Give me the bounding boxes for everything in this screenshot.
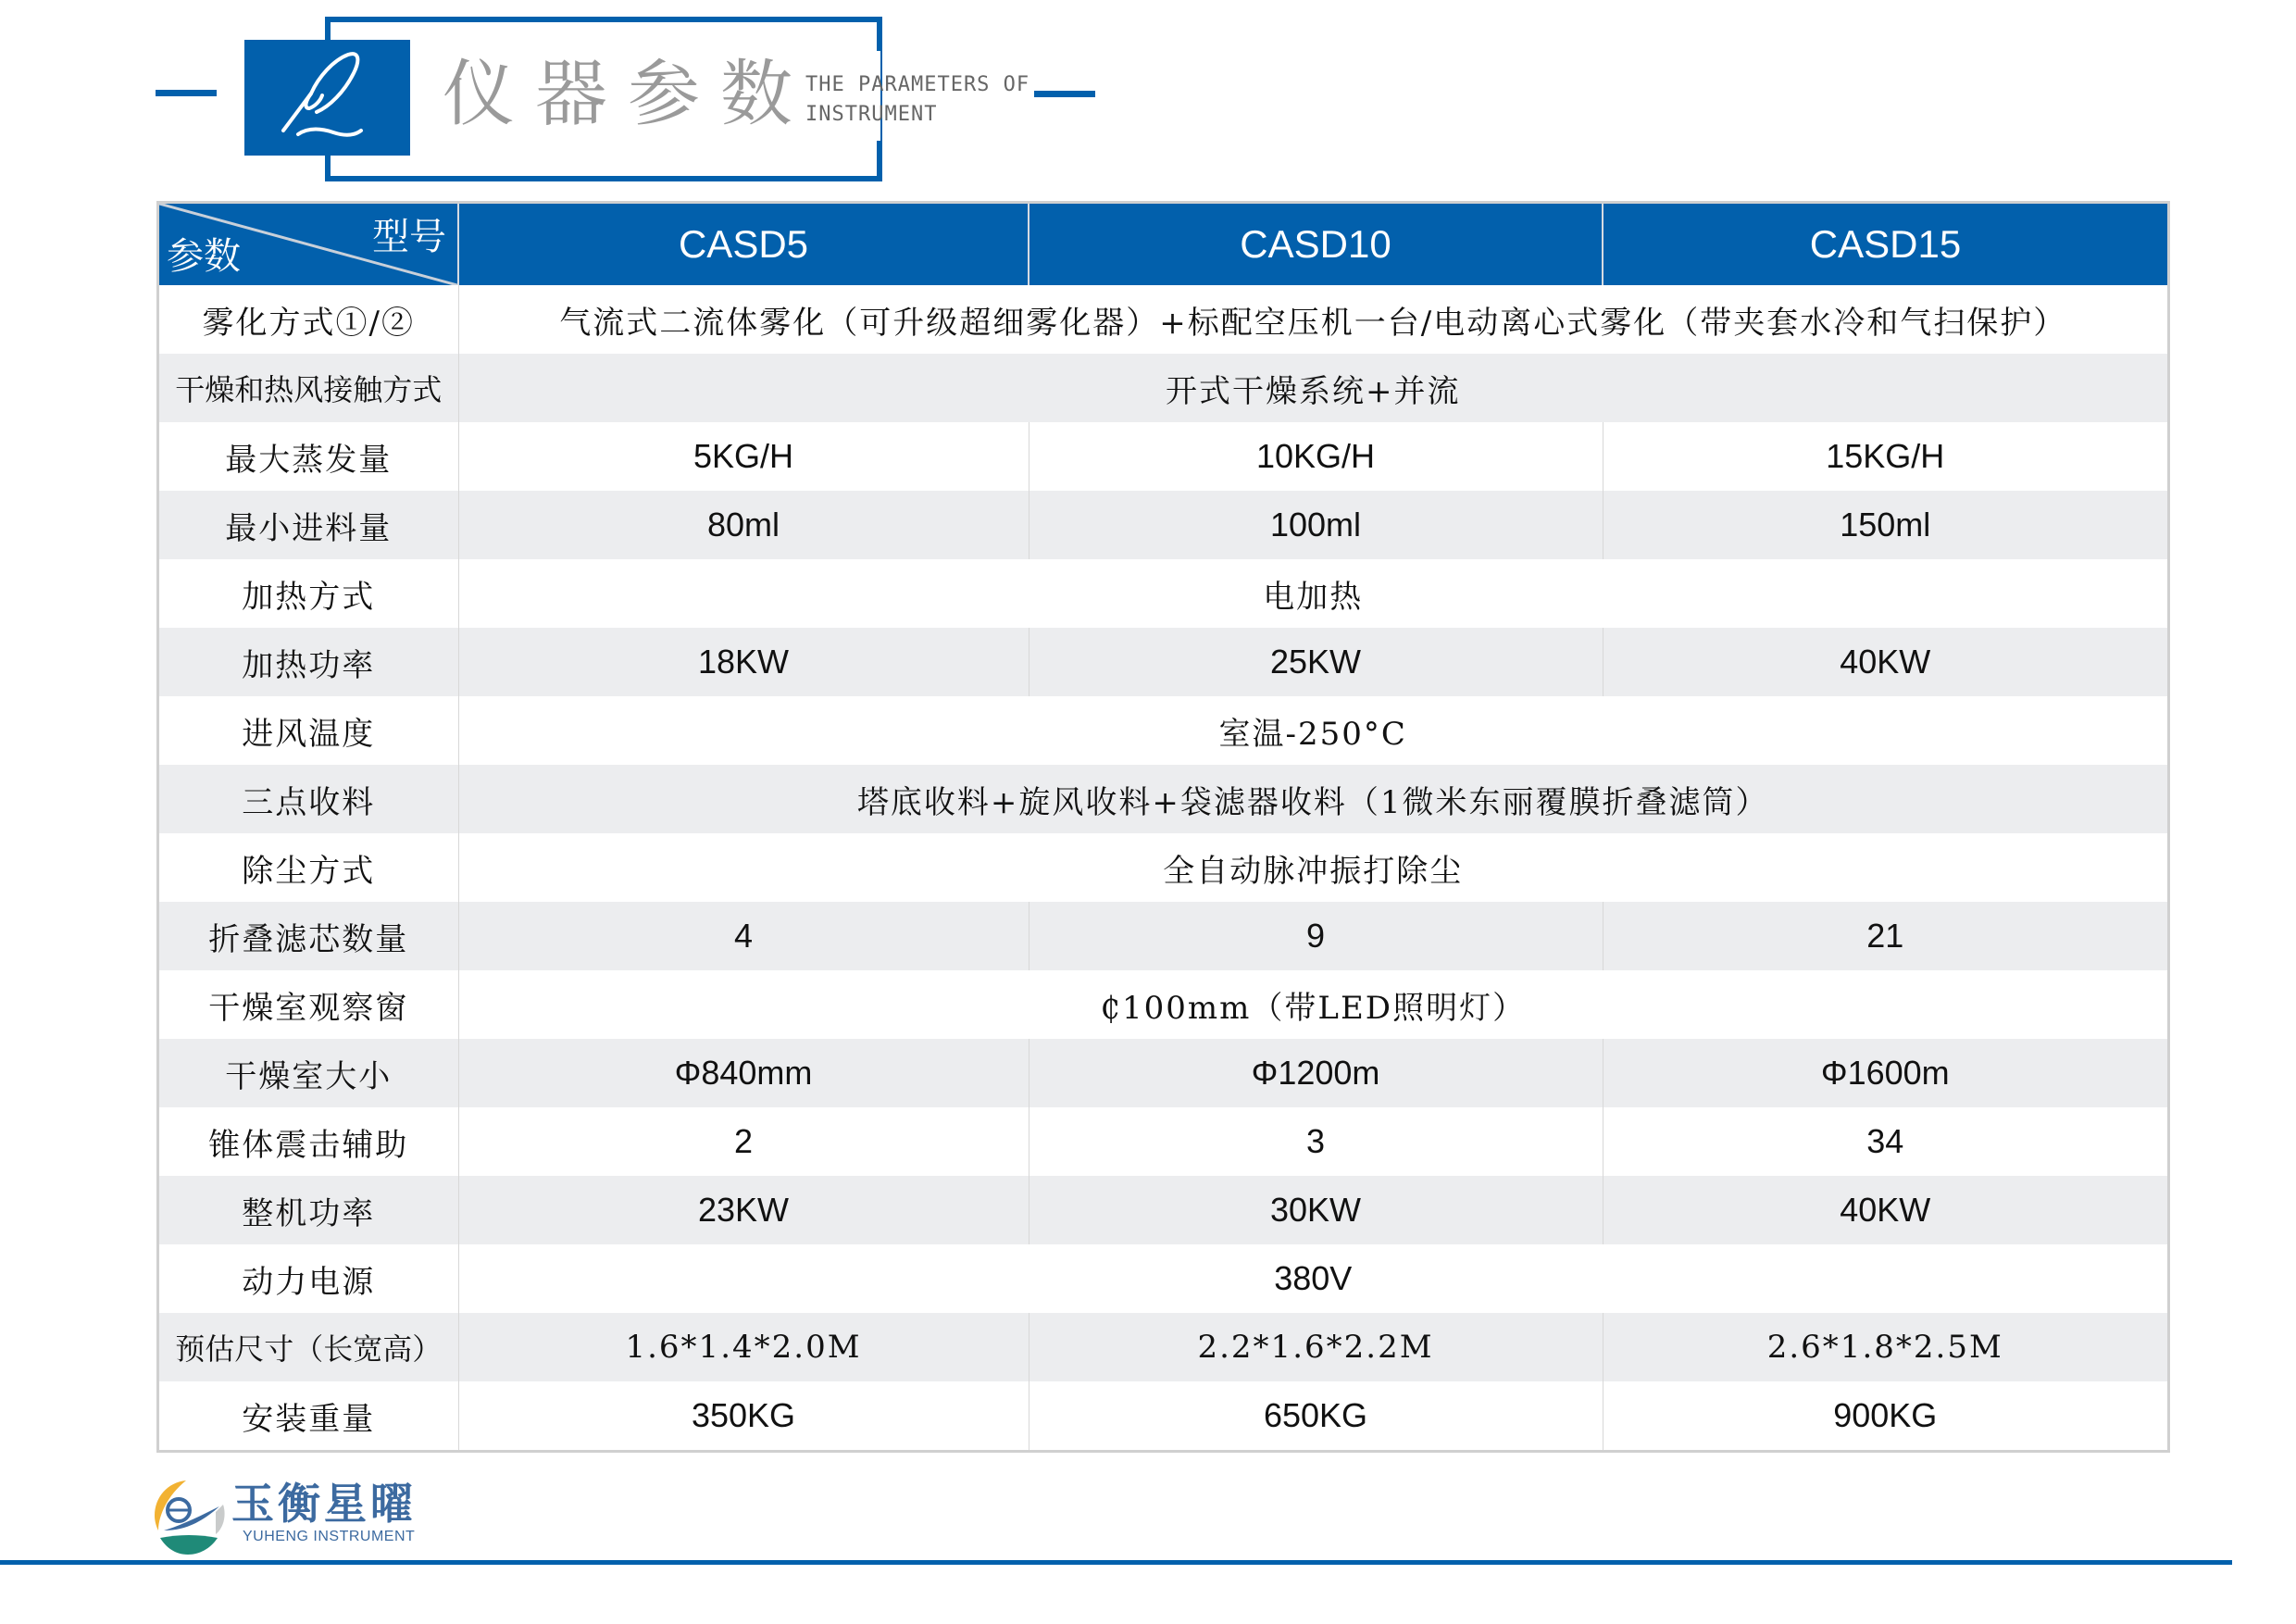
footer-divider [0, 1560, 2232, 1565]
model-header-casd10: CASD10 [1029, 204, 1603, 285]
table-row [159, 1107, 2167, 1176]
table-row [159, 1039, 2167, 1107]
corner-param-label: 参数 [167, 235, 241, 278]
header-deco-line-left [156, 90, 217, 96]
table-row [159, 354, 2167, 422]
row-label: 折叠滤芯数量 [159, 902, 458, 970]
row-value-span: 气流式二流体雾化（可升级超细雾化器）+标配空压机一台/电动离心式雾化（带夹套水冷和气扫保护） [458, 285, 2167, 354]
table-row [159, 1176, 2167, 1244]
table-row [159, 285, 2167, 354]
cell-casd5: 80ml [458, 491, 1029, 559]
page-title: 仪器参数 [443, 53, 814, 136]
table-row [159, 765, 2167, 833]
model-header-casd5: CASD5 [458, 204, 1029, 285]
cell-casd10: 10KG/H [1029, 422, 1603, 491]
cell-casd10: 9 [1029, 902, 1603, 970]
cell-casd15: 900KG [1603, 1381, 2167, 1450]
cell-casd15: 40KW [1603, 628, 2167, 696]
yuheng-logo-icon [151, 1479, 227, 1555]
row-label: 预估尺寸（长宽高） [159, 1313, 458, 1381]
cell-casd10: 3 [1029, 1107, 1603, 1176]
cell-casd15: 21 [1603, 902, 2167, 970]
page-subtitle [805, 70, 1029, 130]
table-row [159, 902, 2167, 970]
cell-casd15: Φ1600m [1603, 1039, 2167, 1107]
feather-pen-icon [244, 40, 410, 156]
row-label: 三点收料 [159, 765, 458, 833]
row-label: 加热功率 [159, 628, 458, 696]
cell-casd10: 25KW [1029, 628, 1603, 696]
row-label: 整机功率 [159, 1176, 458, 1244]
table-row [159, 491, 2167, 559]
table-row [159, 696, 2167, 765]
cell-casd15: 2.6*1.8*2.5M [1603, 1313, 2167, 1381]
row-label: 干燥和热风接触方式 [159, 354, 458, 422]
header-deco-line-right [1034, 91, 1095, 97]
cell-casd5: 350KG [458, 1381, 1029, 1450]
title-icon-box [244, 40, 410, 156]
model-header-casd15: CASD15 [1603, 204, 2167, 285]
subtitle-line-2: INSTRUMENT [805, 103, 938, 126]
cell-casd15: 34 [1603, 1107, 2167, 1176]
cell-casd5: 5KG/H [458, 422, 1029, 491]
row-label: 加热方式 [159, 559, 458, 628]
table-row [159, 970, 2167, 1039]
row-value-span: 开式干燥系统+并流 [458, 354, 2167, 422]
cell-casd10: 650KG [1029, 1381, 1603, 1450]
cell-casd5: 1.6*1.4*2.0M [458, 1313, 1029, 1381]
row-label: 锥体震击辅助 [159, 1107, 458, 1176]
cell-casd10: Φ1200m [1029, 1039, 1603, 1107]
row-value-span: 塔底收料+旋风收料+袋滤器收料（1微米东丽覆膜折叠滤筒） [458, 765, 2167, 833]
row-value-span: 380V [458, 1244, 2167, 1313]
row-label: 干燥室观察窗 [159, 970, 458, 1039]
table-header-row [159, 204, 2167, 285]
row-label: 除尘方式 [159, 833, 458, 902]
cell-casd5: Φ840mm [458, 1039, 1029, 1107]
row-value-span: 全自动脉冲振打除尘 [458, 833, 2167, 902]
brand-name-cn: 玉衡星曜 [231, 1479, 417, 1529]
row-label: 最小进料量 [159, 491, 458, 559]
corner-model-label: 型号 [372, 216, 446, 258]
cell-casd10: 100ml [1029, 491, 1603, 559]
table-row [159, 1244, 2167, 1313]
row-label: 安装重量 [159, 1381, 458, 1450]
cell-casd5: 2 [458, 1107, 1029, 1176]
cell-casd15: 40KW [1603, 1176, 2167, 1244]
table-row [159, 422, 2167, 491]
cell-casd5: 23KW [458, 1176, 1029, 1244]
parameter-table [156, 201, 2170, 1453]
row-value-span: 电加热 [458, 559, 2167, 628]
cell-casd10: 2.2*1.6*2.2M [1029, 1313, 1603, 1381]
row-label: 雾化方式①/② [159, 285, 458, 354]
subtitle-line-1: THE PARAMETERS OF [805, 73, 1030, 96]
cell-casd5: 18KW [458, 628, 1029, 696]
row-label: 动力电源 [159, 1244, 458, 1313]
table-row [159, 559, 2167, 628]
table-row [159, 1313, 2167, 1381]
cell-casd15: 150ml [1603, 491, 2167, 559]
row-label: 进风温度 [159, 696, 458, 765]
brand-name-en: YUHENG INSTRUMENT [243, 1529, 416, 1544]
table-row [159, 833, 2167, 902]
cell-casd10: 30KW [1029, 1176, 1603, 1244]
corner-header-cell [159, 204, 458, 285]
table-row [159, 1381, 2167, 1450]
row-value-span: 室温-250°C [458, 696, 2167, 765]
row-label: 最大蒸发量 [159, 422, 458, 491]
row-label: 干燥室大小 [159, 1039, 458, 1107]
row-value-span: ₵100mm（带LED照明灯） [458, 970, 2167, 1039]
cell-casd5: 4 [458, 902, 1029, 970]
cell-casd15: 15KG/H [1603, 422, 2167, 491]
table-row [159, 628, 2167, 696]
